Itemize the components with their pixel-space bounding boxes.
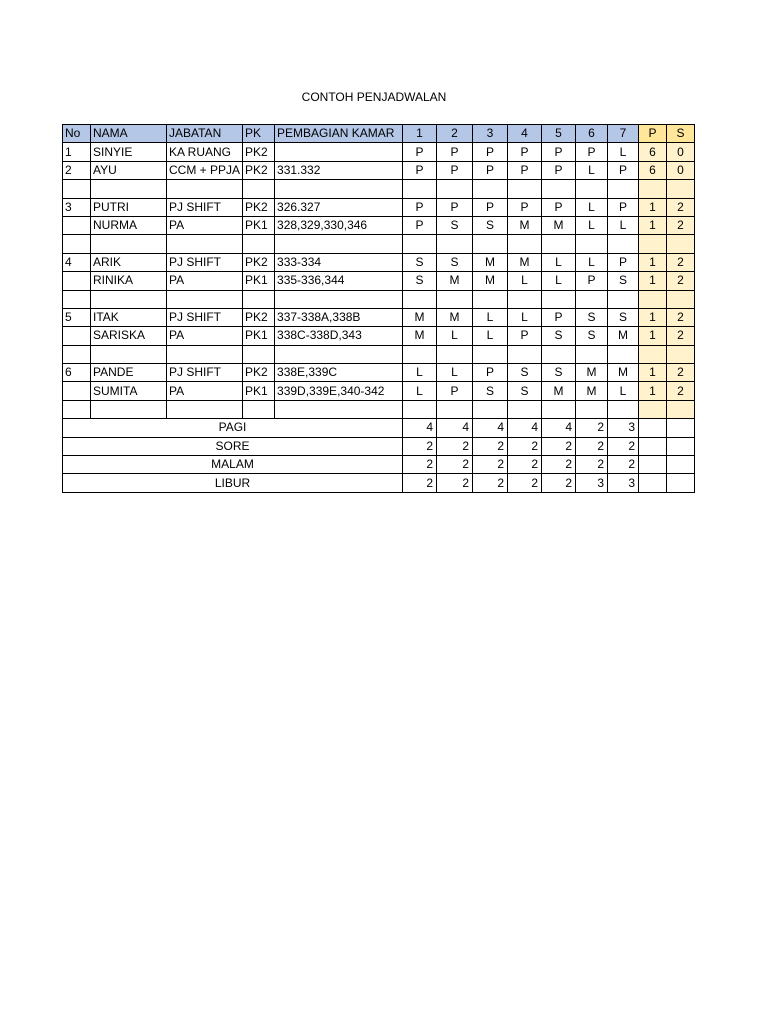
cell-d1: L bbox=[403, 364, 437, 382]
cell-no bbox=[63, 235, 91, 253]
cell-pk bbox=[243, 235, 275, 253]
cell-d6: L bbox=[576, 161, 608, 179]
cell-jabatan bbox=[167, 290, 243, 308]
header-d4: 4 bbox=[508, 125, 542, 143]
cell-d7: M bbox=[608, 364, 639, 382]
table-row bbox=[63, 400, 695, 418]
cell-kamar bbox=[275, 290, 403, 308]
cell-d7: S bbox=[608, 308, 639, 326]
cell-d7: L bbox=[608, 143, 639, 161]
cell-nama: NURMA bbox=[91, 216, 167, 234]
summary-label: SORE bbox=[63, 437, 403, 455]
summary-count-day5: 2 bbox=[542, 474, 576, 492]
table-row bbox=[63, 198, 695, 216]
cell-s: 2 bbox=[667, 253, 695, 271]
cell-jabatan: PA bbox=[167, 216, 243, 234]
cell-kamar bbox=[275, 143, 403, 161]
cell-d7 bbox=[608, 180, 639, 198]
cell-s: 2 bbox=[667, 364, 695, 382]
summary-empty-cell bbox=[667, 474, 695, 492]
summary-row bbox=[63, 456, 695, 474]
cell-pk: PK2 bbox=[243, 161, 275, 179]
cell-pk: PK1 bbox=[243, 272, 275, 290]
summary-count-day7: 3 bbox=[608, 474, 639, 492]
cell-pk: PK2 bbox=[243, 308, 275, 326]
summary-row bbox=[63, 474, 695, 492]
cell-d7 bbox=[608, 290, 639, 308]
cell-d2: M bbox=[437, 308, 473, 326]
header-no: No bbox=[63, 125, 91, 143]
cell-s: 2 bbox=[667, 198, 695, 216]
cell-jabatan bbox=[167, 400, 243, 418]
cell-p: 1 bbox=[639, 364, 667, 382]
cell-d3: P bbox=[473, 143, 508, 161]
summary-count-day4: 4 bbox=[508, 419, 542, 437]
cell-d1: P bbox=[403, 143, 437, 161]
header-d3: 3 bbox=[473, 125, 508, 143]
cell-p: 6 bbox=[639, 161, 667, 179]
header-d6: 6 bbox=[576, 125, 608, 143]
cell-d1: M bbox=[403, 327, 437, 345]
cell-d2 bbox=[437, 235, 473, 253]
header-d1: 1 bbox=[403, 125, 437, 143]
cell-kamar: 331.332 bbox=[275, 161, 403, 179]
cell-d3: P bbox=[473, 161, 508, 179]
summary-empty-cell bbox=[639, 474, 667, 492]
cell-nama: SINYIE bbox=[91, 143, 167, 161]
summary-count-day3: 2 bbox=[473, 437, 508, 455]
cell-d2 bbox=[437, 400, 473, 418]
cell-d5: S bbox=[542, 364, 576, 382]
cell-kamar bbox=[275, 400, 403, 418]
cell-d1: P bbox=[403, 216, 437, 234]
cell-d6: M bbox=[576, 382, 608, 400]
cell-d6: S bbox=[576, 327, 608, 345]
cell-p bbox=[639, 345, 667, 363]
cell-d2: P bbox=[437, 382, 473, 400]
header-d2: 2 bbox=[437, 125, 473, 143]
table-row bbox=[63, 364, 695, 382]
cell-nama: ARIK bbox=[91, 253, 167, 271]
table-row bbox=[63, 180, 695, 198]
cell-no: 4 bbox=[63, 253, 91, 271]
cell-d3 bbox=[473, 290, 508, 308]
summary-count-day4: 2 bbox=[508, 437, 542, 455]
cell-d2: P bbox=[437, 143, 473, 161]
summary-empty-cell bbox=[639, 437, 667, 455]
cell-nama bbox=[91, 290, 167, 308]
cell-s: 2 bbox=[667, 327, 695, 345]
cell-d1 bbox=[403, 235, 437, 253]
cell-pk: PK2 bbox=[243, 253, 275, 271]
table-row bbox=[63, 290, 695, 308]
cell-nama: RINIKA bbox=[91, 272, 167, 290]
cell-d3: P bbox=[473, 198, 508, 216]
cell-s: 2 bbox=[667, 308, 695, 326]
cell-no bbox=[63, 290, 91, 308]
cell-d6: M bbox=[576, 364, 608, 382]
cell-p: 1 bbox=[639, 272, 667, 290]
cell-nama: PUTRI bbox=[91, 198, 167, 216]
cell-d1: S bbox=[403, 272, 437, 290]
cell-no: 3 bbox=[63, 198, 91, 216]
cell-kamar bbox=[275, 235, 403, 253]
cell-d7: L bbox=[608, 216, 639, 234]
header-kamar: PEMBAGIAN KAMAR bbox=[275, 125, 403, 143]
cell-d3 bbox=[473, 400, 508, 418]
cell-p: 1 bbox=[639, 327, 667, 345]
cell-no bbox=[63, 345, 91, 363]
table-row bbox=[63, 345, 695, 363]
cell-s bbox=[667, 345, 695, 363]
cell-d6 bbox=[576, 235, 608, 253]
cell-pk: PK1 bbox=[243, 216, 275, 234]
cell-d5: M bbox=[542, 216, 576, 234]
cell-s bbox=[667, 400, 695, 418]
schedule-table bbox=[62, 124, 695, 493]
cell-nama: PANDE bbox=[91, 364, 167, 382]
cell-d1: P bbox=[403, 161, 437, 179]
table-row bbox=[63, 253, 695, 271]
cell-p: 6 bbox=[639, 143, 667, 161]
cell-no bbox=[63, 180, 91, 198]
cell-d2: L bbox=[437, 364, 473, 382]
cell-s bbox=[667, 290, 695, 308]
cell-d6 bbox=[576, 290, 608, 308]
summary-count-day1: 2 bbox=[403, 456, 437, 474]
summary-count-day5: 2 bbox=[542, 456, 576, 474]
cell-d7: M bbox=[608, 327, 639, 345]
cell-p bbox=[639, 400, 667, 418]
cell-jabatan: PJ SHIFT bbox=[167, 364, 243, 382]
cell-no bbox=[63, 327, 91, 345]
summary-count-day3: 4 bbox=[473, 419, 508, 437]
cell-nama bbox=[91, 345, 167, 363]
cell-d4: S bbox=[508, 364, 542, 382]
cell-d2 bbox=[437, 180, 473, 198]
cell-kamar: 328,329,330,346 bbox=[275, 216, 403, 234]
summary-count-day3: 2 bbox=[473, 474, 508, 492]
cell-d7: L bbox=[608, 382, 639, 400]
table-row bbox=[63, 327, 695, 345]
cell-jabatan: PA bbox=[167, 327, 243, 345]
summary-count-day7: 2 bbox=[608, 437, 639, 455]
cell-pk: PK1 bbox=[243, 327, 275, 345]
summary-count-day2: 2 bbox=[437, 456, 473, 474]
cell-d2 bbox=[437, 290, 473, 308]
cell-pk: PK2 bbox=[243, 143, 275, 161]
cell-d5 bbox=[542, 235, 576, 253]
cell-d1 bbox=[403, 400, 437, 418]
summary-row bbox=[63, 419, 695, 437]
cell-pk: PK2 bbox=[243, 198, 275, 216]
cell-p: 1 bbox=[639, 253, 667, 271]
summary-count-day7: 3 bbox=[608, 419, 639, 437]
cell-d7: P bbox=[608, 161, 639, 179]
summary-count-day5: 4 bbox=[542, 419, 576, 437]
summary-count-day6: 3 bbox=[576, 474, 608, 492]
cell-d4 bbox=[508, 290, 542, 308]
cell-p bbox=[639, 290, 667, 308]
cell-d4: L bbox=[508, 272, 542, 290]
summary-count-day3: 2 bbox=[473, 456, 508, 474]
cell-pk: PK2 bbox=[243, 364, 275, 382]
cell-d4: M bbox=[508, 216, 542, 234]
cell-s: 2 bbox=[667, 382, 695, 400]
cell-d1: L bbox=[403, 382, 437, 400]
cell-nama bbox=[91, 400, 167, 418]
table-header-row bbox=[63, 125, 695, 143]
cell-d7 bbox=[608, 345, 639, 363]
header-d7: 7 bbox=[608, 125, 639, 143]
cell-d3: M bbox=[473, 253, 508, 271]
cell-d6 bbox=[576, 180, 608, 198]
cell-d5: M bbox=[542, 382, 576, 400]
cell-d3 bbox=[473, 180, 508, 198]
cell-d4: P bbox=[508, 198, 542, 216]
cell-jabatan bbox=[167, 345, 243, 363]
cell-d4: S bbox=[508, 382, 542, 400]
cell-kamar: 326.327 bbox=[275, 198, 403, 216]
cell-pk bbox=[243, 400, 275, 418]
cell-d6: L bbox=[576, 253, 608, 271]
cell-d1: M bbox=[403, 308, 437, 326]
cell-s bbox=[667, 235, 695, 253]
cell-s: 2 bbox=[667, 216, 695, 234]
cell-jabatan bbox=[167, 180, 243, 198]
summary-label: MALAM bbox=[63, 456, 403, 474]
cell-kamar: 338E,339C bbox=[275, 364, 403, 382]
cell-d6: L bbox=[576, 216, 608, 234]
table-row bbox=[63, 272, 695, 290]
cell-kamar: 339D,339E,340-342 bbox=[275, 382, 403, 400]
table-row bbox=[63, 308, 695, 326]
cell-no bbox=[63, 400, 91, 418]
cell-d4 bbox=[508, 345, 542, 363]
cell-d3: L bbox=[473, 308, 508, 326]
cell-d4 bbox=[508, 235, 542, 253]
cell-p bbox=[639, 180, 667, 198]
cell-d7: P bbox=[608, 198, 639, 216]
cell-d6: P bbox=[576, 143, 608, 161]
cell-d4: P bbox=[508, 161, 542, 179]
cell-jabatan: PJ SHIFT bbox=[167, 253, 243, 271]
summary-label: PAGI bbox=[63, 419, 403, 437]
cell-jabatan: PJ SHIFT bbox=[167, 308, 243, 326]
cell-no: 1 bbox=[63, 143, 91, 161]
cell-d2: L bbox=[437, 327, 473, 345]
cell-d5 bbox=[542, 180, 576, 198]
summary-count-day4: 2 bbox=[508, 474, 542, 492]
header-d5: 5 bbox=[542, 125, 576, 143]
cell-no: 6 bbox=[63, 364, 91, 382]
cell-d5: S bbox=[542, 327, 576, 345]
cell-d2: S bbox=[437, 253, 473, 271]
cell-p: 1 bbox=[639, 308, 667, 326]
summary-empty-cell bbox=[667, 456, 695, 474]
cell-d7: S bbox=[608, 272, 639, 290]
cell-d6: P bbox=[576, 272, 608, 290]
cell-d1: S bbox=[403, 253, 437, 271]
cell-d3 bbox=[473, 345, 508, 363]
cell-s bbox=[667, 180, 695, 198]
cell-no bbox=[63, 272, 91, 290]
cell-d5: L bbox=[542, 253, 576, 271]
cell-pk bbox=[243, 180, 275, 198]
summary-empty-cell bbox=[667, 437, 695, 455]
cell-d6: L bbox=[576, 198, 608, 216]
cell-d2: P bbox=[437, 161, 473, 179]
cell-no bbox=[63, 382, 91, 400]
page-title: CONTOH PENJADWALAN bbox=[301, 90, 447, 104]
summary-row bbox=[63, 437, 695, 455]
cell-nama: SUMITA bbox=[91, 382, 167, 400]
cell-jabatan: CCM + PPJA bbox=[167, 161, 243, 179]
cell-kamar bbox=[275, 180, 403, 198]
cell-d1: P bbox=[403, 198, 437, 216]
cell-kamar bbox=[275, 345, 403, 363]
cell-no: 2 bbox=[63, 161, 91, 179]
summary-count-day2: 2 bbox=[437, 437, 473, 455]
cell-d6 bbox=[576, 345, 608, 363]
cell-d4 bbox=[508, 400, 542, 418]
summary-count-day1: 2 bbox=[403, 474, 437, 492]
cell-pk bbox=[243, 290, 275, 308]
cell-d5: L bbox=[542, 272, 576, 290]
cell-pk bbox=[243, 345, 275, 363]
cell-kamar: 333-334 bbox=[275, 253, 403, 271]
cell-d6 bbox=[576, 400, 608, 418]
header-jabatan: JABATAN bbox=[167, 125, 243, 143]
cell-d3: S bbox=[473, 382, 508, 400]
cell-d5: P bbox=[542, 198, 576, 216]
cell-kamar: 337-338A,338B bbox=[275, 308, 403, 326]
cell-kamar: 335-336,344 bbox=[275, 272, 403, 290]
summary-count-day2: 2 bbox=[437, 474, 473, 492]
cell-d2: M bbox=[437, 272, 473, 290]
header-p: P bbox=[639, 125, 667, 143]
cell-d2: S bbox=[437, 216, 473, 234]
table-row bbox=[63, 216, 695, 234]
cell-p: 1 bbox=[639, 216, 667, 234]
cell-d5 bbox=[542, 345, 576, 363]
cell-p: 1 bbox=[639, 198, 667, 216]
cell-d4: P bbox=[508, 327, 542, 345]
cell-nama bbox=[91, 180, 167, 198]
cell-jabatan: KA RUANG bbox=[167, 143, 243, 161]
cell-d4 bbox=[508, 180, 542, 198]
cell-d1 bbox=[403, 180, 437, 198]
cell-s: 0 bbox=[667, 143, 695, 161]
header-pk: PK bbox=[243, 125, 275, 143]
cell-kamar: 338C-338D,343 bbox=[275, 327, 403, 345]
table-row bbox=[63, 235, 695, 253]
cell-s: 2 bbox=[667, 272, 695, 290]
table-row bbox=[63, 143, 695, 161]
cell-no: 5 bbox=[63, 308, 91, 326]
table-row bbox=[63, 161, 695, 179]
summary-count-day1: 4 bbox=[403, 419, 437, 437]
summary-label: LIBUR bbox=[63, 474, 403, 492]
cell-d2: P bbox=[437, 198, 473, 216]
cell-d4: L bbox=[508, 308, 542, 326]
table-row bbox=[63, 382, 695, 400]
cell-d2 bbox=[437, 345, 473, 363]
summary-count-day5: 2 bbox=[542, 437, 576, 455]
cell-jabatan: PA bbox=[167, 272, 243, 290]
summary-count-day6: 2 bbox=[576, 456, 608, 474]
cell-p bbox=[639, 235, 667, 253]
cell-d7 bbox=[608, 235, 639, 253]
cell-d3: S bbox=[473, 216, 508, 234]
cell-d6: S bbox=[576, 308, 608, 326]
cell-pk: PK1 bbox=[243, 382, 275, 400]
cell-s: 0 bbox=[667, 161, 695, 179]
cell-d4: M bbox=[508, 253, 542, 271]
cell-d3: P bbox=[473, 364, 508, 382]
cell-d3 bbox=[473, 235, 508, 253]
cell-d5: P bbox=[542, 161, 576, 179]
cell-jabatan: PJ SHIFT bbox=[167, 198, 243, 216]
header-nama: NAMA bbox=[91, 125, 167, 143]
summary-count-day1: 2 bbox=[403, 437, 437, 455]
summary-count-day7: 2 bbox=[608, 456, 639, 474]
cell-nama bbox=[91, 235, 167, 253]
summary-count-day2: 4 bbox=[437, 419, 473, 437]
cell-d5: P bbox=[542, 308, 576, 326]
cell-d5: P bbox=[542, 143, 576, 161]
cell-no bbox=[63, 216, 91, 234]
cell-d7: P bbox=[608, 253, 639, 271]
cell-nama: SARISKA bbox=[91, 327, 167, 345]
header-s: S bbox=[667, 125, 695, 143]
summary-count-day4: 2 bbox=[508, 456, 542, 474]
cell-p: 1 bbox=[639, 382, 667, 400]
cell-d5 bbox=[542, 400, 576, 418]
cell-nama: AYU bbox=[91, 161, 167, 179]
summary-empty-cell bbox=[639, 419, 667, 437]
cell-jabatan: PA bbox=[167, 382, 243, 400]
cell-d1 bbox=[403, 345, 437, 363]
cell-d1 bbox=[403, 290, 437, 308]
summary-count-day6: 2 bbox=[576, 419, 608, 437]
summary-empty-cell bbox=[639, 456, 667, 474]
cell-jabatan bbox=[167, 235, 243, 253]
cell-d7 bbox=[608, 400, 639, 418]
cell-d3: M bbox=[473, 272, 508, 290]
cell-d4: P bbox=[508, 143, 542, 161]
summary-count-day6: 2 bbox=[576, 437, 608, 455]
cell-nama: ITAK bbox=[91, 308, 167, 326]
cell-d3: L bbox=[473, 327, 508, 345]
summary-empty-cell bbox=[667, 419, 695, 437]
cell-d5 bbox=[542, 290, 576, 308]
